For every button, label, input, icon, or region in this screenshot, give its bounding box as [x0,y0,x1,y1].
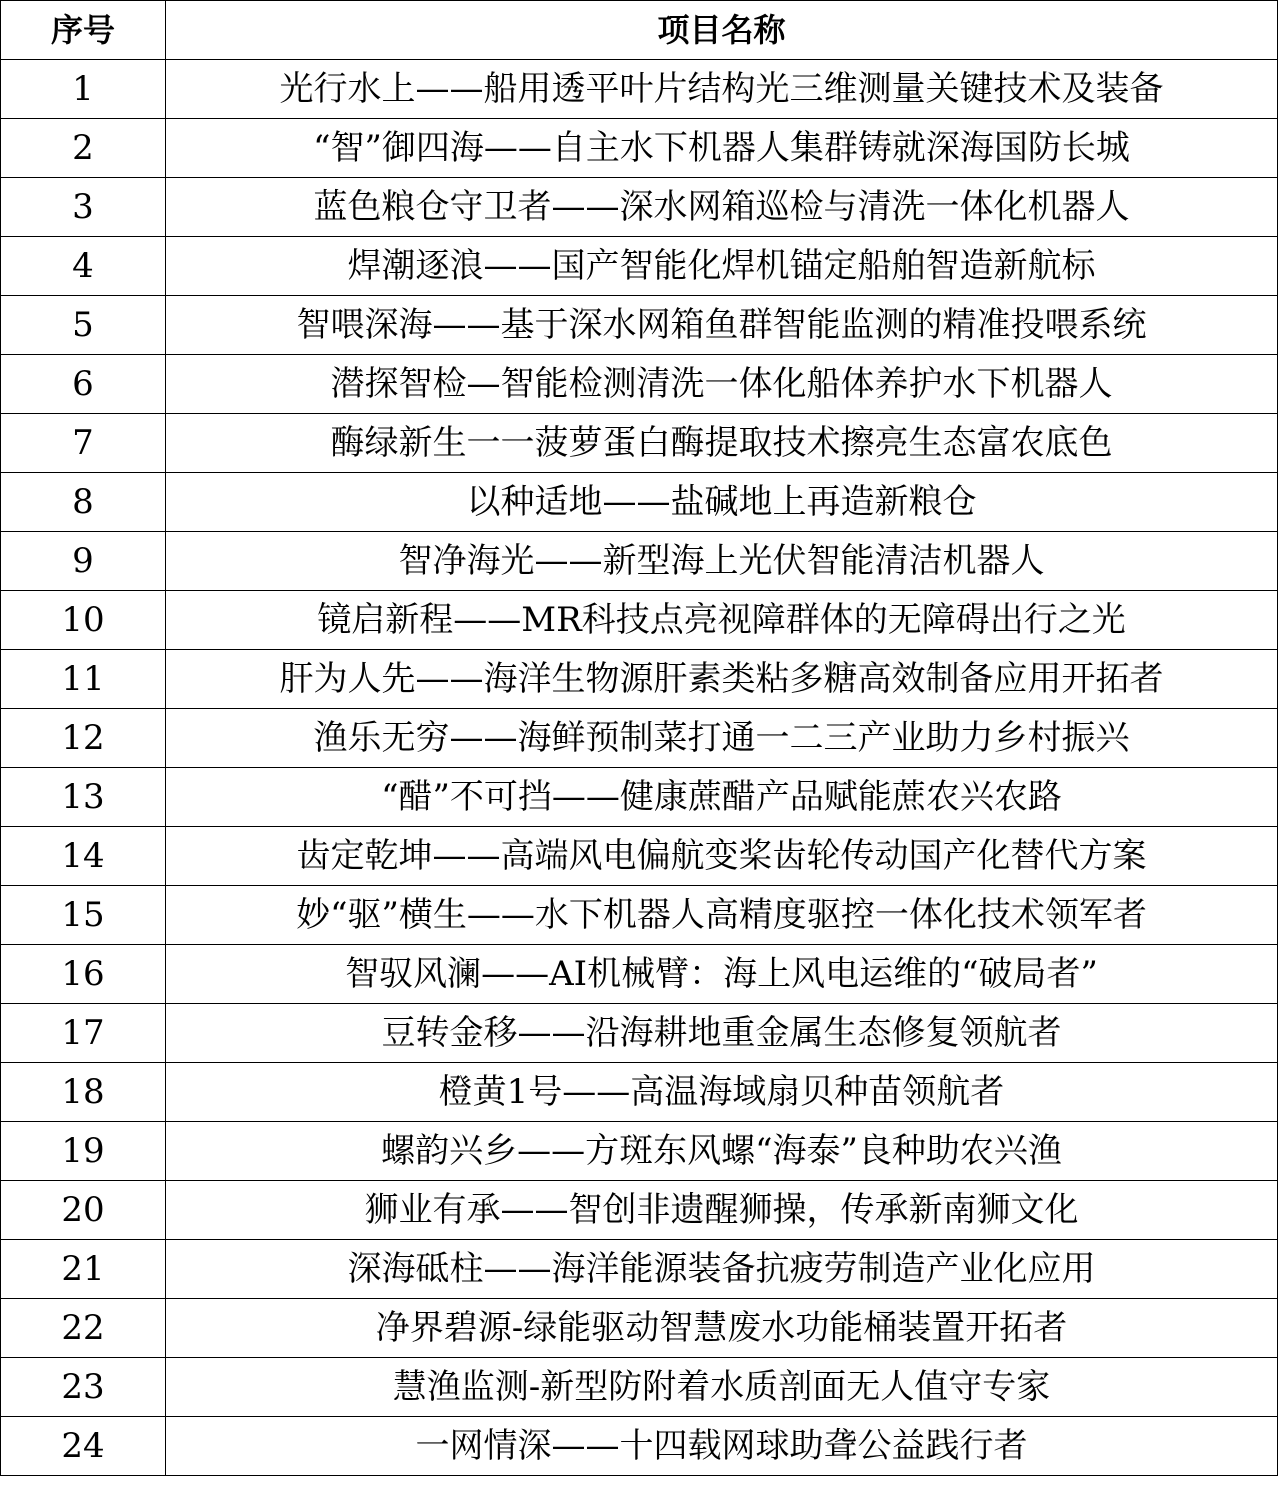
table-row [1,1004,1278,1063]
project-name-cell: “醋”不可挡——健康蔗醋产品赋能蔗农兴农路 [166,768,1278,827]
table-row [1,1417,1278,1476]
table-row [1,886,1278,945]
project-name-cell: 智驭风澜——AI机械臂：海上风电运维的“破局者” [166,945,1278,1004]
row-index-cell: 22 [1,1299,166,1358]
row-index-cell: 2 [1,119,166,178]
table-row [1,650,1278,709]
project-name-cell: 镜启新程——MR科技点亮视障群体的无障碍出行之光 [166,591,1278,650]
table-row [1,1063,1278,1122]
table-row [1,355,1278,414]
project-name-cell: 妙“驱”横生——水下机器人高精度驱控一体化技术领军者 [166,886,1278,945]
row-index-cell: 16 [1,945,166,1004]
row-index-cell: 12 [1,709,166,768]
row-index-cell: 23 [1,1358,166,1417]
project-name-cell: 狮业有承——智创非遗醒狮操，传承新南狮文化 [166,1181,1278,1240]
project-name-cell: 渔乐无穷——海鲜预制菜打通一二三产业助力乡村振兴 [166,709,1278,768]
project-name-cell: 橙黄1号——高温海域扇贝种苗领航者 [166,1063,1278,1122]
header-row [1,1,1278,60]
row-index-cell: 13 [1,768,166,827]
project-name-cell: 智净海光——新型海上光伏智能清洁机器人 [166,532,1278,591]
table-row [1,827,1278,886]
row-index-cell: 11 [1,650,166,709]
row-index-cell: 24 [1,1417,166,1476]
table-row [1,1122,1278,1181]
table-row [1,60,1278,119]
row-index-cell: 3 [1,178,166,237]
table-row [1,296,1278,355]
project-name-cell: 光行水上——船用透平叶片结构光三维测量关键技术及装备 [166,60,1278,119]
project-name-cell: 酶绿新生一一菠萝蛋白酶提取技术擦亮生态富农底色 [166,414,1278,473]
row-index-cell: 15 [1,886,166,945]
header-index: 序号 [1,1,166,60]
table-row [1,945,1278,1004]
table-row [1,473,1278,532]
row-index-cell: 17 [1,1004,166,1063]
project-name-cell: 深海砥柱——海洋能源装备抗疲劳制造产业化应用 [166,1240,1278,1299]
project-name-cell: 蓝色粮仓守卫者——深水网箱巡检与清洗一体化机器人 [166,178,1278,237]
project-name-cell: “智”御四海——自主水下机器人集群铸就深海国防长城 [166,119,1278,178]
row-index-cell: 18 [1,1063,166,1122]
project-name-cell: 以种适地——盐碱地上再造新粮仓 [166,473,1278,532]
table-row [1,1358,1278,1417]
row-index-cell: 21 [1,1240,166,1299]
row-index-cell: 10 [1,591,166,650]
project-name-cell: 潜探智检—智能检测清洗一体化船体养护水下机器人 [166,355,1278,414]
table-row [1,768,1278,827]
project-name-cell: 螺韵兴乡——方斑东风螺“海泰”良种助农兴渔 [166,1122,1278,1181]
table-row [1,119,1278,178]
project-name-cell: 豆转金移——沿海耕地重金属生态修复领航者 [166,1004,1278,1063]
project-name-cell: 一网情深——十四载网球助聋公益践行者 [166,1417,1278,1476]
project-name-cell: 智喂深海——基于深水网箱鱼群智能监测的精准投喂系统 [166,296,1278,355]
row-index-cell: 9 [1,532,166,591]
table-row [1,1181,1278,1240]
header-name: 项目名称 [166,1,1278,60]
table-row [1,532,1278,591]
project-name-cell: 肝为人先——海洋生物源肝素类粘多糖高效制备应用开拓者 [166,650,1278,709]
row-index-cell: 5 [1,296,166,355]
row-index-cell: 7 [1,414,166,473]
row-index-cell: 14 [1,827,166,886]
table-row [1,237,1278,296]
project-name-cell: 慧渔监测-新型防附着水质剖面无人值守专家 [166,1358,1278,1417]
table-row [1,1299,1278,1358]
table-row [1,178,1278,237]
project-name-cell: 净界碧源-绿能驱动智慧废水功能桶装置开拓者 [166,1299,1278,1358]
row-index-cell: 20 [1,1181,166,1240]
row-index-cell: 8 [1,473,166,532]
table-row [1,709,1278,768]
table-row [1,591,1278,650]
table-row [1,414,1278,473]
row-index-cell: 1 [1,60,166,119]
table-body [1,60,1278,1476]
table-header [1,1,1278,60]
row-index-cell: 19 [1,1122,166,1181]
row-index-cell: 4 [1,237,166,296]
project-name-cell: 焊潮逐浪——国产智能化焊机锚定船舶智造新航标 [166,237,1278,296]
project-name-cell: 齿定乾坤——高端风电偏航变桨齿轮传动国产化替代方案 [166,827,1278,886]
table-row [1,1240,1278,1299]
row-index-cell: 6 [1,355,166,414]
